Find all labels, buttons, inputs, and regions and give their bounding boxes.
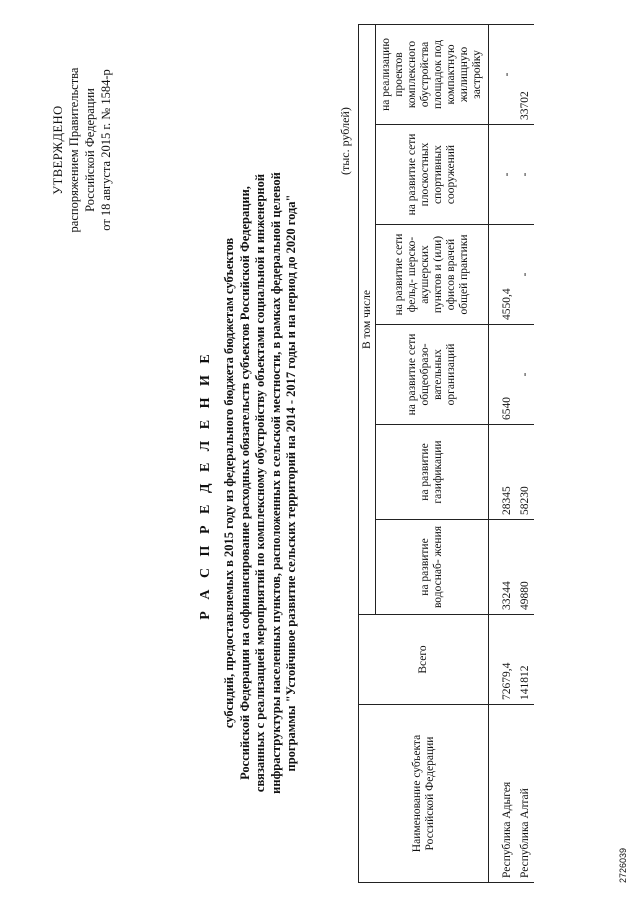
- cell-water: 33244: [489, 520, 517, 615]
- subtitle-line: Российской Федерации на софинансирование расходных обязательств субъектов Российской Федерации,: [237, 186, 252, 780]
- header-water: на развитие водоснаб- жения: [376, 520, 489, 615]
- allocation-table: [358, 24, 534, 883]
- document-code: 2726039: [618, 847, 628, 883]
- document-subtitle: [222, 133, 300, 833]
- cell-region: Республика Алтай: [516, 705, 534, 883]
- cell-gas: 28345: [489, 425, 517, 520]
- cell-total: 72679,4: [489, 615, 517, 705]
- approval-heading: УТВЕРЖДЕНО: [51, 105, 65, 195]
- table-row: [516, 24, 534, 882]
- cell-schools: -: [516, 325, 534, 425]
- subtitle-line: программы "Устойчивое развитие сельских территорий на 2014 - 2017 годы и на период до 2020 года": [284, 194, 298, 772]
- cell-gas: 58230: [516, 425, 534, 520]
- cell-region: Республика Адыгея: [489, 705, 517, 883]
- approval-stamp: [50, 35, 114, 265]
- approval-line-1: распоряжением Правительства: [67, 67, 81, 233]
- subtitle-line: субсидий, предоставляемых в 2015 году из федерального бюджета бюджетам субъектов: [222, 237, 236, 729]
- header-sport: на развитие сети плоскостных спортивных сооружений: [376, 125, 489, 225]
- cell-schools: 6540: [489, 325, 517, 425]
- cell-medical: 4550,4: [489, 225, 517, 325]
- units-label: (тыс. рублей): [338, 107, 352, 175]
- cell-sport: -: [489, 125, 517, 225]
- approval-line-2: Российской Федерации: [83, 88, 97, 212]
- cell-total: 141812: [516, 615, 534, 705]
- header-schools: на развитие сети общеобразо- вательных организаций: [376, 325, 489, 425]
- table-row: [489, 24, 517, 882]
- document-title: Р А С П Р Е Д Е Л Е Н И Е: [198, 350, 213, 620]
- cell-medical: -: [516, 225, 534, 325]
- subtitle-line: инфраструктуры населенных пунктов, расположенных в сельской местности, в рамках федеральной целевой: [268, 172, 283, 794]
- cell-housing: 33702: [516, 24, 534, 124]
- cell-sport: -: [516, 125, 534, 225]
- header-including: В том числе: [359, 24, 376, 614]
- header-medical: на развитие сети фельд- шерско- акушерских пунктов и (или) офисов врачей общей практики: [376, 225, 489, 325]
- header-gas: на развитие газификации: [376, 425, 489, 520]
- cell-water: 49880: [516, 520, 534, 615]
- header-total: Всего: [359, 615, 489, 705]
- cell-housing: -: [489, 24, 517, 124]
- approval-line-3: от 18 августа 2015 г. № 1584-р: [99, 69, 113, 231]
- header-housing: на реализацию проектов комплексного обустройства площадок под компактную жилищную застройку: [376, 24, 489, 124]
- header-region: Наименование субъекта Российской Федерации: [359, 705, 489, 883]
- subtitle-line: связанных с реализацией мероприятий по комплексному обустройству объектами социальной и инженерной: [253, 173, 267, 793]
